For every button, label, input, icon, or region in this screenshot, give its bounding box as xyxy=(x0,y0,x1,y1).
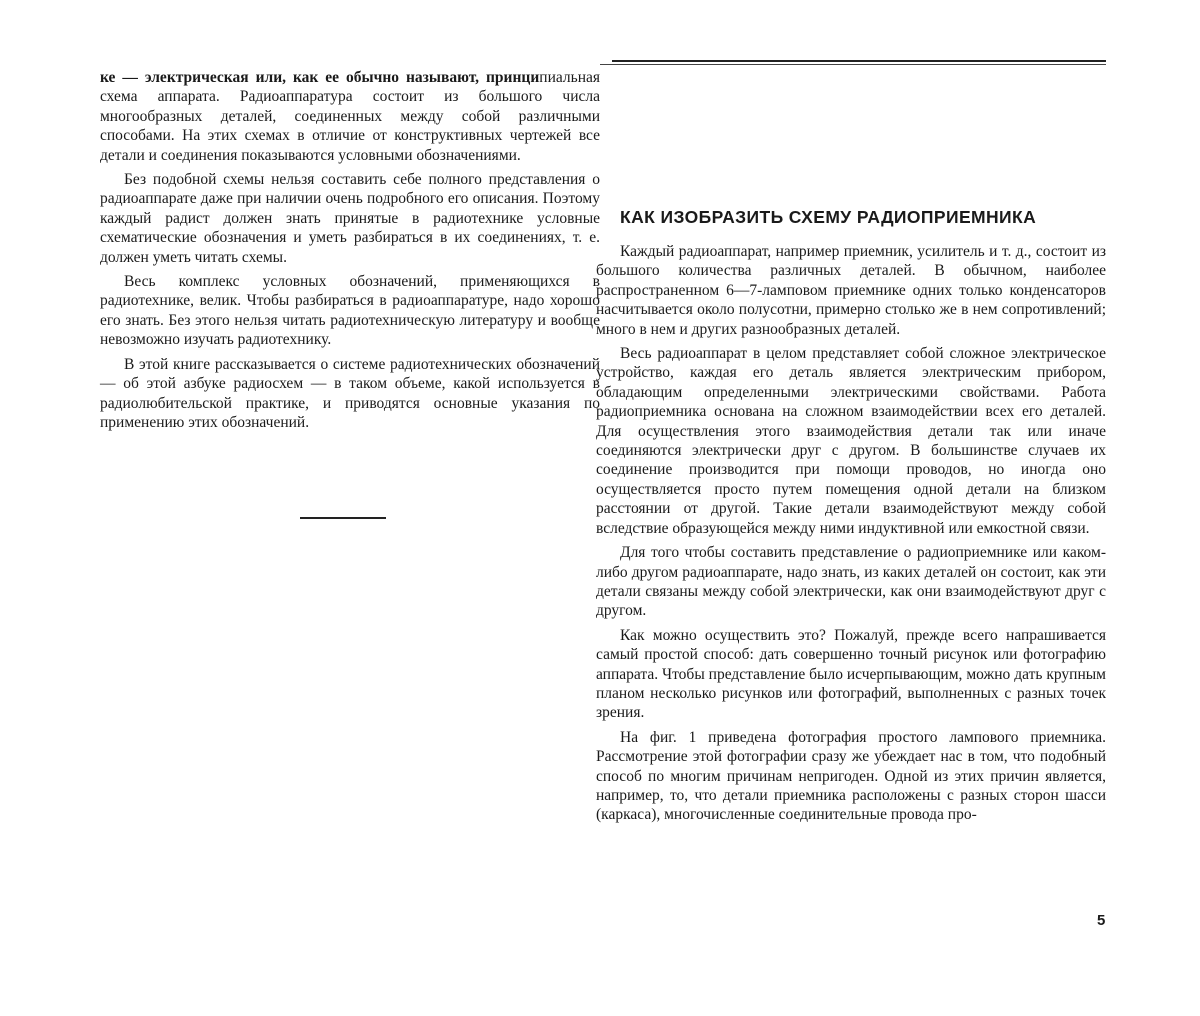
right-paragraph-2: Весь радиоаппарат в целом представляет собой сложное электрическое устройство, каждая его деталь является электрическим прибором, обладающим определенными электрическими свойствами. Работа радиоприемника основана на сложном взаимодействии всех его деталей. Для осуществления этого взаимодействия детали так или иначе соединяются электрически друг с другом. В большинстве случаев их соединение производится при помощи проводов, но иногда оно осуществляется просто путем помещения одной детали на близком расстоянии от другой. Такие детали взаимодействуют между собой вследствие образующейся между ними индуктивной или емкостной связи. xyxy=(596,345,1106,537)
right-paragraph-4: Как можно осуществить это? Пожалуй, прежде всего напрашивается самый простой способ: дать совершенно точный рисунок или фотографию аппарата. Чтобы представление было исчерпывающим, можно дать крупным планом несколько рисунков или фотографий, выполненных с разных точек зрения. xyxy=(596,626,1106,722)
top-rule xyxy=(612,60,1106,62)
left-paragraph-1-text: пиальная схема аппарата. Радиоаппаратура состоит из большого числа многообразных деталей, соединенных между собой различными способами. На этих схемах в отличие от конструктивных чертежей все детали и соединения показываются условными обозначениями. xyxy=(100,69,600,164)
right-column xyxy=(596,206,1106,830)
left-paragraph-2: Без подобной схемы нельзя составить себе полного представления о радиоаппарате даже при наличии очень подробного его описания. Поэтому каждый радист должен знать принятые в радиотехнике условные схематические обозначения и уметь разбираться в их соединениях, т. е. должен уметь читать схемы. xyxy=(100,171,600,266)
top-rule-thin xyxy=(600,64,1106,65)
right-paragraph-3: Для того чтобы составить представление о радиоприемнике или каком-либо другом радиоаппарате, надо знать, из каких деталей он состоит, как эти детали связаны между собой электрически, как они взаимодействуют друг с другом. xyxy=(596,544,1106,620)
page-number: 5 xyxy=(1097,912,1106,929)
left-paragraph-4: В этой книге рассказывается о системе радиотехнических обозначений — об этой азбуке радиосхем — в таком объеме, какой используется в радиолюбительской практике, и приводятся основные указания по применению этих обозначений. xyxy=(100,355,600,431)
left-paragraph-1 xyxy=(100,68,600,165)
left-column xyxy=(100,68,600,437)
section-end-rule xyxy=(300,517,386,519)
right-paragraph-1: Каждый радиоаппарат, например приемник, усилитель и т. д., состоит из большого количества различных деталей. В обычном, наиболее распространенном 6—7-ламповом приемнике одних только конденсаторов насчитывается около полусотни, примерно столько же в нем сопротивлений; много в нем и других разнообразных деталей. xyxy=(596,243,1106,338)
left-paragraph-1-lead: ке — электрическая или, как ее обычно называют, принци xyxy=(100,69,540,86)
left-paragraph-3: Весь комплекс условных обозначений, применяющихся в радиотехнике, велик. Чтобы разбираться в радиоаппаратуре, надо хорошо его знать. Без этого нельзя читать радиотехническую литературу и вообще невозможно изучать радиотехнику. xyxy=(100,273,600,349)
right-paragraph-5: На фиг. 1 приведена фотография простого лампового приемника. Рассмотрение этой фотографии сразу же убеждает нас в том, что подобный способ по многим причинам непригоден. Одной из этих причин является, например, то, что детали приемника расположены с разных сторон шасси (каркаса), многочисленные соединительные провода про- xyxy=(596,728,1106,824)
section-heading: КАК ИЗОБРАЗИТЬ СХЕМУ РАДИОПРИЕМНИКА xyxy=(620,207,1037,227)
